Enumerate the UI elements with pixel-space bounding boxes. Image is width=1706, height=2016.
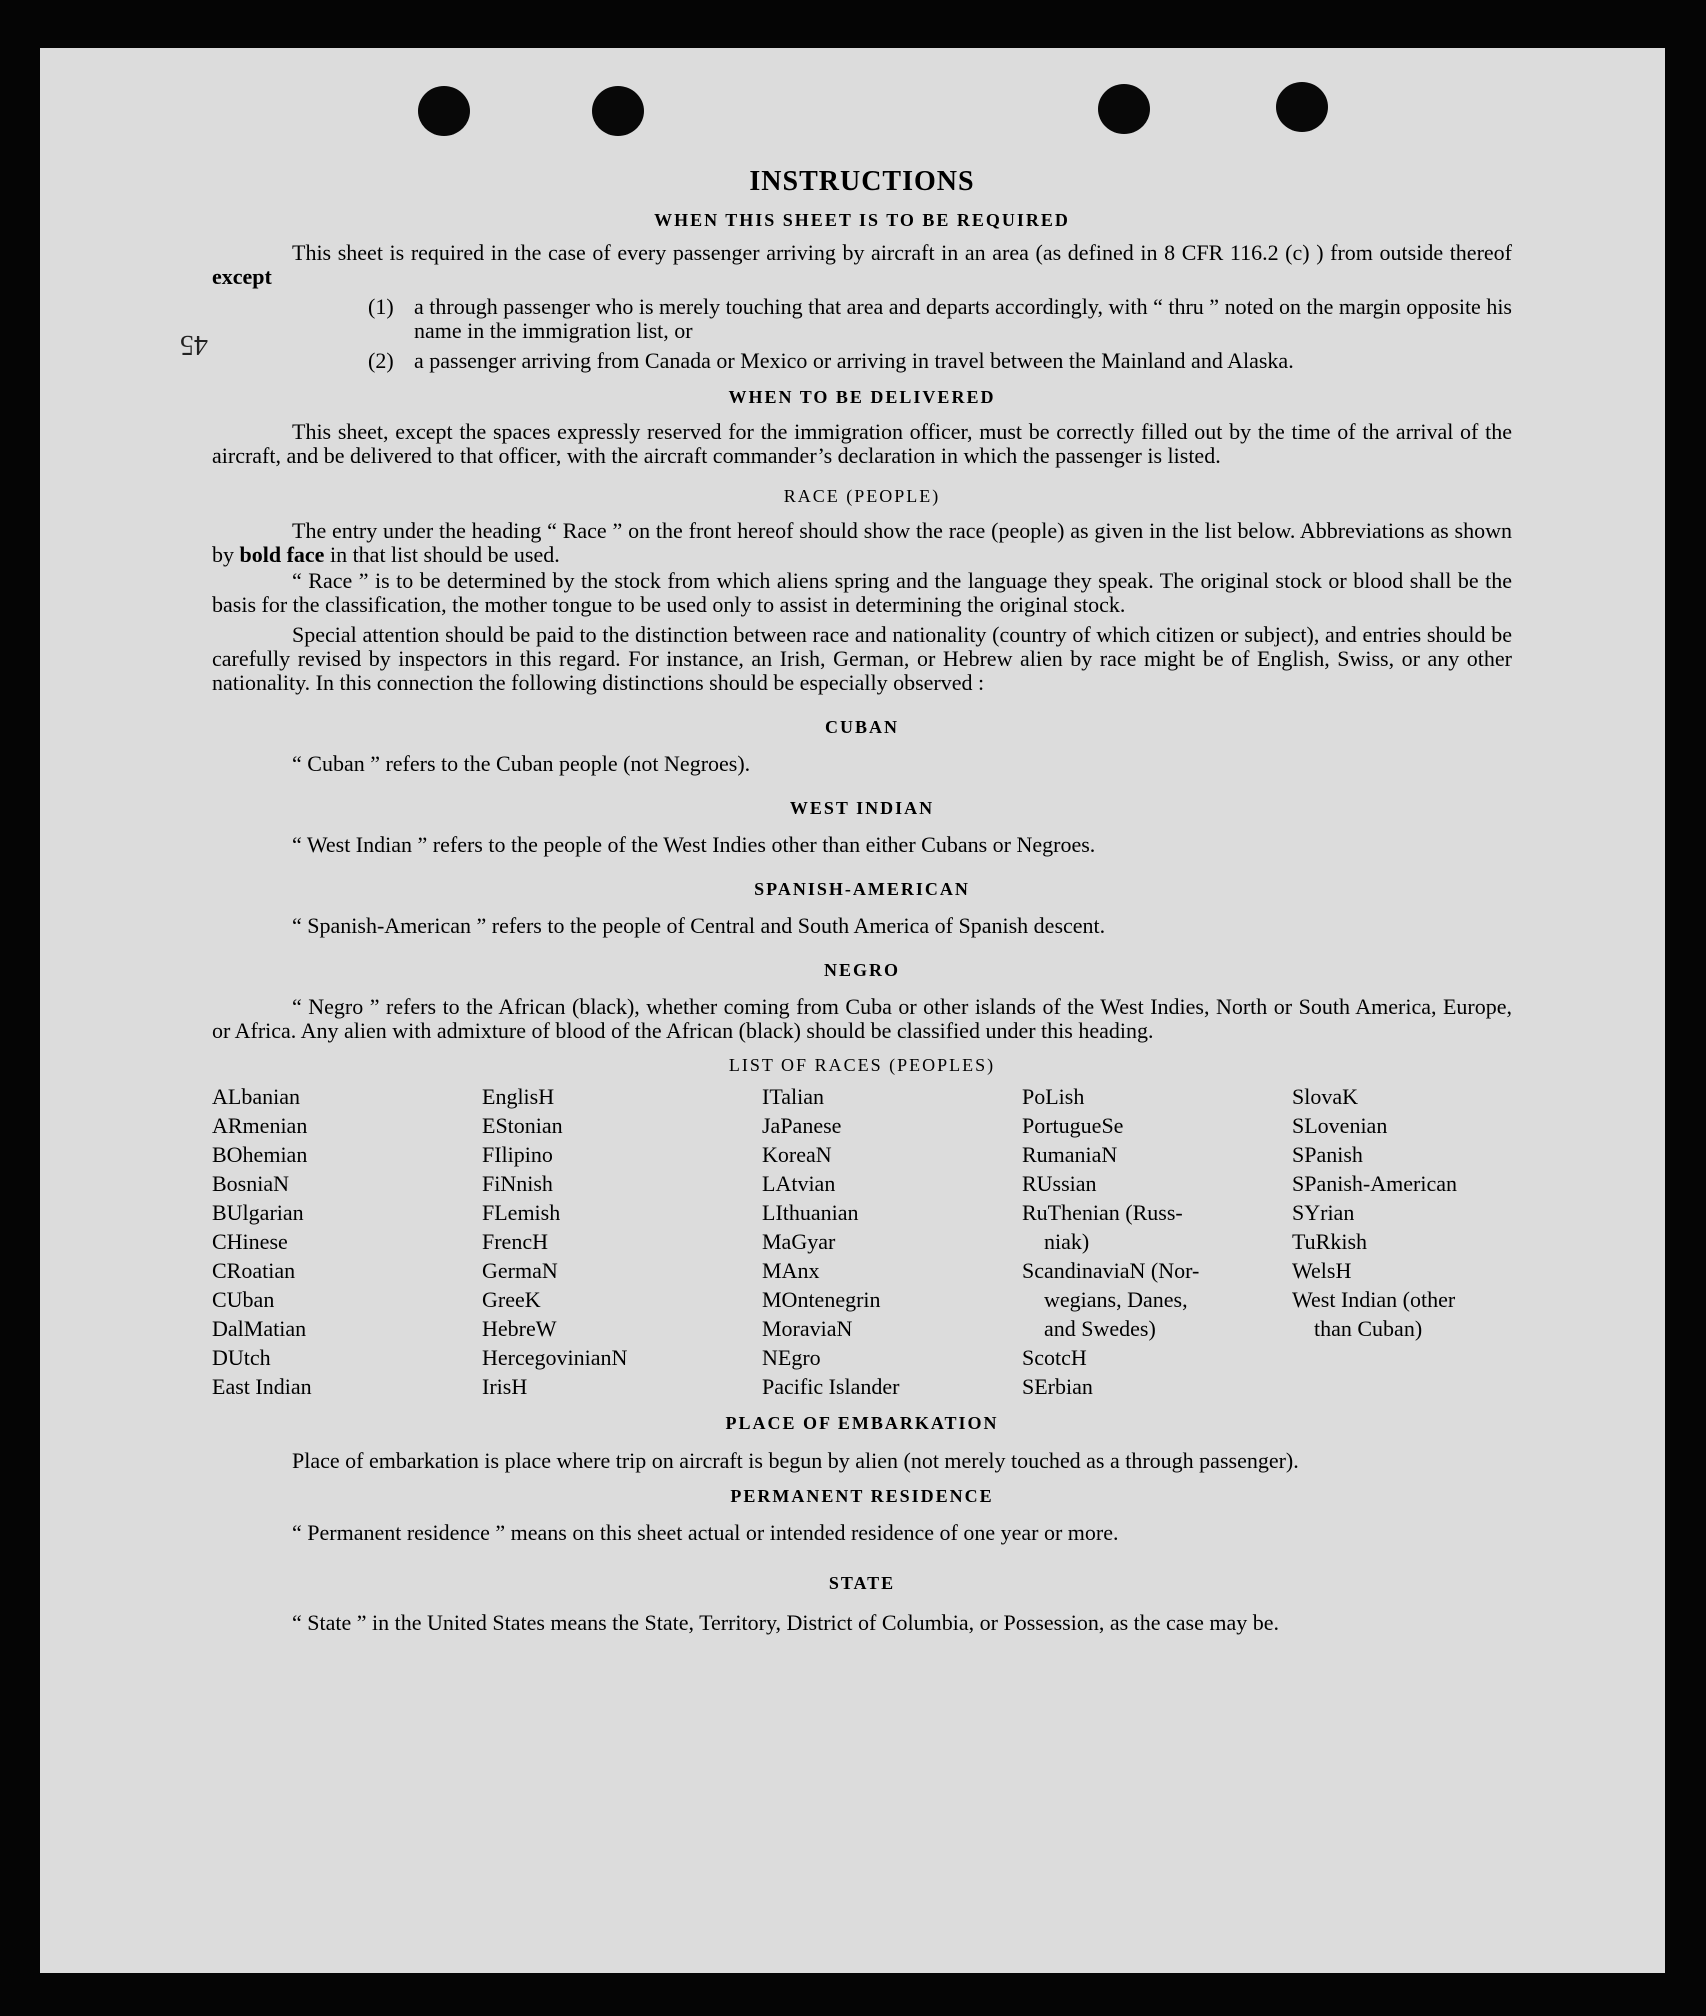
list-of-races-heading: LIST OF RACES (PEOPLES)	[728, 1055, 996, 1075]
item-number: (1)	[368, 294, 394, 319]
race-entry: CRoatian	[212, 1258, 296, 1283]
race-entry: TuRkish	[1292, 1229, 1368, 1254]
race-entry: ScandinaviaN (Nor-	[1022, 1258, 1200, 1283]
race-entry: BUlgarian	[212, 1200, 304, 1225]
race-entry-continued: than Cuban)	[1314, 1316, 1423, 1341]
race-entry: GermaN	[482, 1258, 558, 1283]
race-p1-bold: bold face	[239, 542, 325, 567]
race-entry: HebreW	[482, 1316, 557, 1341]
cuban-text: “ Cuban ” refers to the Cuban people (not Negroes).	[292, 751, 751, 776]
race-p1-text-b: in that list should be used.	[329, 542, 560, 567]
race-entry: FLemish	[482, 1200, 561, 1225]
item-number: (2)	[368, 348, 394, 373]
race-entry: SYrian	[1292, 1200, 1355, 1225]
race-entry: JaPanese	[762, 1113, 842, 1138]
section-heading-west-indian: WEST INDIAN	[789, 798, 935, 818]
races-list	[212, 1082, 1512, 1401]
section-heading-cuban: CUBAN	[824, 717, 899, 737]
race-entry: LIthuanian	[762, 1200, 859, 1225]
race-entry: NEgro	[762, 1345, 821, 1370]
race-entry: ScotcH	[1022, 1345, 1087, 1370]
race-entry: MAnx	[762, 1258, 820, 1283]
residence-text: “ Permanent residence ” means on this sheet actual or intended residence of one year or more.	[292, 1520, 1119, 1545]
race-entry-continued: niak)	[1044, 1229, 1090, 1254]
race-entry: LAtvian	[762, 1171, 836, 1196]
race-entry-continued: wegians, Danes,	[1044, 1287, 1188, 1312]
race-paragraph-1	[212, 519, 1512, 567]
race-entry: RUssian	[1022, 1171, 1097, 1196]
races-column-4	[1022, 1082, 1292, 1401]
instructions-content	[212, 166, 1512, 1638]
race-entry: ARmenian	[212, 1113, 308, 1138]
race-entry: PortugueSe	[1022, 1113, 1124, 1138]
race-entry: ALbanian	[212, 1084, 300, 1109]
race-entry-continued: and Swedes)	[1044, 1316, 1156, 1341]
races-column-5	[1292, 1082, 1552, 1401]
race-entry: West Indian (other	[1292, 1287, 1456, 1312]
margin-number: 45	[180, 329, 208, 360]
race-entry: SlovaK	[1292, 1084, 1358, 1109]
negro-text: “ Negro ” refers to the African (black), whether coming from Cuba or other islands of the West Indies, North or South America, Europe, or Africa. Any alien with admixture of blood of the African (black) should be classified under this heading.	[212, 994, 1512, 1043]
item-text: a passenger arriving from Canada or Mexico or arriving in travel between the Mainland and Alaska.	[414, 348, 1294, 373]
embarkation-text: Place of embarkation is place where trip on aircraft is begun by alien (not merely touched as a through passenger).	[292, 1448, 1299, 1473]
section-heading-required: WHEN THIS SHEET IS TO BE REQUIRED	[654, 210, 1070, 230]
punch-hole	[592, 86, 644, 136]
race-entry: IrisH	[482, 1374, 528, 1399]
race-paragraph-2: “ Race ” is to be determined by the stock from which aliens spring and the language they speak. The original stock or blood shall be the basis for the classification, the mother tongue to be used only to assist in determining the original stock.	[212, 568, 1512, 617]
race-entry: CHinese	[212, 1229, 288, 1254]
race-entry: KoreaN	[762, 1142, 832, 1167]
race-entry: FrencH	[482, 1229, 548, 1254]
race-entry: DUtch	[212, 1345, 271, 1370]
section-heading-delivered: WHEN TO BE DELIVERED	[728, 387, 996, 407]
race-entry: BOhemian	[212, 1142, 308, 1167]
race-entry: GreeK	[482, 1287, 541, 1312]
required-intro-bold: except	[212, 264, 272, 289]
race-entry: PoLish	[1022, 1084, 1085, 1109]
race-entry: BosniaN	[212, 1171, 289, 1196]
item-text: a through passenger who is merely touching that area and departs accordingly, with “ thru ” noted on the margin opposite his name in the immigration list, or	[414, 294, 1512, 343]
race-entry: EnglisH	[482, 1084, 555, 1109]
race-entry: East Indian	[212, 1374, 312, 1399]
race-paragraph-3: Special attention should be paid to the distinction between race and nationality (country of which citizen or subject), and entries should be carefully revised by inspectors in this regard. For instance, an Irish, German, or Hebrew alien by race might be of English, Swiss, or any other nationality. In this connection the following distinctions should be especially observed :	[212, 622, 1512, 695]
spanish-american-text: “ Spanish-American ” refers to the people of Central and South America of Spanish descent.	[292, 913, 1106, 938]
punch-hole	[1098, 84, 1150, 134]
west-indian-text: “ West Indian ” refers to the people of the West Indies other than either Cubans or Negroes.	[292, 832, 1096, 857]
race-entry: SLovenian	[1292, 1113, 1388, 1138]
section-heading-residence: PERMANENT RESIDENCE	[730, 1486, 994, 1506]
race-entry: HercegovinianN	[482, 1345, 628, 1370]
required-item	[368, 295, 1512, 343]
race-entry: Pacific Islander	[762, 1374, 900, 1399]
state-text: “ State ” in the United States means the State, Territory, District of Columbia, or Possession, as the case may be.	[292, 1610, 1280, 1635]
race-entry: FiNnish	[482, 1171, 553, 1196]
race-entry: MOntenegrin	[762, 1287, 881, 1312]
race-entry: SPanish-American	[1292, 1171, 1457, 1196]
race-entry: CUban	[212, 1287, 275, 1312]
delivered-text: This sheet, except the spaces expressly reserved for the immigration officer, must be correctly filled out by the time of the arrival of the aircraft, and be delivered to that officer, with the aircraft commander’s declaration in which the passenger is listed.	[212, 419, 1512, 468]
races-column-2	[482, 1082, 752, 1401]
races-column-3	[752, 1082, 1022, 1401]
races-column-1	[212, 1082, 482, 1401]
race-entry: MoraviaN	[762, 1316, 853, 1341]
required-intro-text: This sheet is required in the case of every passenger arriving by aircraft in an area (as defined in 8 CFR 116.2 (c) ) from outside thereof	[292, 240, 1512, 265]
section-heading-embarkation: PLACE OF EMBARKATION	[725, 1413, 999, 1433]
race-entry: SErbian	[1022, 1374, 1093, 1399]
section-heading-state: STATE	[828, 1573, 896, 1593]
race-entry: WelsH	[1292, 1258, 1352, 1283]
race-entry: RumaniaN	[1022, 1142, 1118, 1167]
section-heading-negro: NEGRO	[823, 960, 900, 980]
section-heading-spanish-american: SPANISH-AMERICAN	[754, 879, 970, 899]
race-p1-text-a: The entry under the heading “ Race ” on the front hereof should show the race (people) as given in the list below. Abbreviations as shown by	[212, 518, 1512, 567]
section-heading-race: RACE (PEOPLE)	[783, 486, 941, 506]
page-title: INSTRUCTIONS	[749, 166, 975, 197]
punch-hole	[1276, 82, 1328, 132]
race-entry: RuThenian (Russ-	[1022, 1200, 1183, 1225]
required-item	[368, 349, 1512, 373]
race-entry: SPanish	[1292, 1142, 1363, 1167]
punch-hole	[418, 86, 470, 136]
race-entry: MaGyar	[762, 1229, 836, 1254]
race-entry: EStonian	[482, 1113, 563, 1138]
race-entry: DalMatian	[212, 1316, 307, 1341]
race-entry: FIlipino	[482, 1142, 553, 1167]
race-entry: ITalian	[762, 1084, 824, 1109]
required-intro	[212, 241, 1512, 289]
